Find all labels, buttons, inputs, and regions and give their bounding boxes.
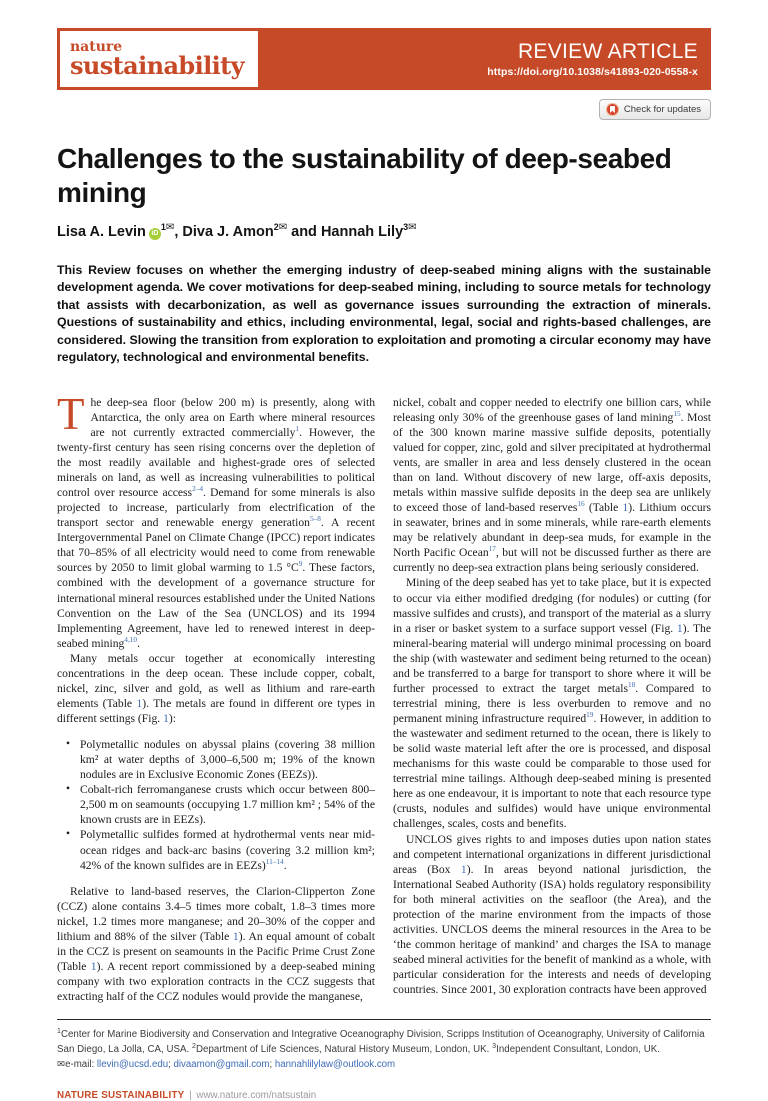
email-line: ✉e-mail: llevin@ucsd.edu; divaamon@gmail.com; hannahlilylaw@outlook.com [57, 1058, 396, 1070]
abstract-text: This Review focuses on whether the emerging industry of deep-seabed mining aligns with the sustainable development agenda. We cover motivations for deep-seabed mining, including to source metals for technology that assists with decarbonization, as well as governance issues surrounding the extraction of minerals. Questions of sustainability and ethics, including environmental, legal, social and rights-based challenges, are considered. Slowing the transition from exploration to exploitation and promoting a circular economy may have regulatory, technological and environmental benefits. [57, 263, 711, 365]
email-envelope-icon[interactable]: ✉ [408, 222, 417, 234]
author-name: Lisa A. Levin [57, 224, 146, 241]
author-name: Diva J. Amon [182, 224, 274, 241]
affiliation-number: 1 [57, 1028, 61, 1036]
footnote-divider [57, 1019, 711, 1020]
reference-superscript[interactable]: 16 [577, 499, 585, 509]
author-affiliation-superscript: 2 [273, 222, 279, 233]
bullet-item: • Cobalt-rich ferromanganese crusts which occur between 800–2,500 m on seamounts (occupying 1.7 million km² ; 54% of the known crusts are in EEZs). [65, 782, 375, 827]
inline-reference-link[interactable]: 1 [163, 712, 169, 726]
body-column-left [57, 388, 375, 1004]
email-label: ✉e-mail: [57, 1058, 97, 1070]
footer-journal-name: NATURE SUSTAINABILITY [57, 1089, 185, 1101]
inline-reference-link[interactable]: 1 [232, 929, 239, 943]
author-affiliation-superscript: 3 [403, 222, 409, 233]
inline-reference-link[interactable]: 1 [460, 862, 467, 876]
page-title: Challenges to the sustainability of deep-seabed mining [57, 143, 672, 208]
reference-superscript[interactable]: 18 [627, 680, 636, 690]
body-paragraph: Relative to land-based reserves, the Clarion-Clipperton Zone (CCZ) alone contains 3.4–5 times more cobalt, 1.8–3 times more nickel, 1.2 times more manganese; and 20–30% of the copper and lithium and 88% of the silver (Table 1). An equal amount of cobalt in the CCZ is present on seamounts in the Pacific Prime Crust Zone (Table 1). A recent report commissioned by a deep-seabed mining company with two exploration contracts in the CCZ suggests that extracting half of the CCZ nodules would provide the manganese, [57, 884, 375, 1004]
reference-superscript[interactable]: 17 [488, 544, 496, 554]
inline-reference-link[interactable]: 1 [90, 959, 97, 973]
inline-reference-link[interactable]: 1 [622, 501, 629, 515]
bullet-item: • Polymetallic sulfides formed at hydrothermal vents near mid-ocean ridges and back-arc basins (covering 3.2 million km²; 42% of the known sulfides are in EEZs)$^{11-14}$. [65, 827, 375, 872]
orcid-icon[interactable]: iD [149, 228, 161, 240]
inline-reference-link[interactable]: 1 [136, 696, 143, 710]
author-line: Lisa A. Levin $iD^{1✉}$, Diva J. Amon$^{2✉}$ and Hannah Lily$^{3✉}$ [57, 222, 417, 241]
body-column-right [393, 395, 711, 1004]
drop-cap: T [57, 388, 85, 439]
crossmark-flag-icon [610, 106, 615, 113]
check-for-updates-button[interactable] [599, 99, 711, 120]
doi-link[interactable]: https://doi.org/10.1038/s41893-020-0558-x [487, 66, 698, 79]
footer-separator: | [189, 1089, 192, 1101]
author-email-link[interactable]: llevin@ucsd.edu [96, 1058, 169, 1070]
body-paragraph: UNCLOS gives rights to and imposes duties upon nation states and competent international organizations in different jurisdictional areas (Box 1). In areas beyond national jurisdiction, the International Seabed Authority (ISA) holds regulatory responsibility for both mineral activities on the seafloor (the Area), and the protection of the marine environment from the impacts of those activities. UNCLOS deems the mineral resources in the Area to be ‘the common heritage of mankind’ and charges the ISA to manage seabed mineral activities for the benefit of mankind as a whole, with particular consideration for the interests and needs of developing countries. Since 2001, 30 exploration contracts have been approved [393, 832, 711, 997]
author-email-link[interactable]: hannahlilylaw@outlook.com [274, 1058, 396, 1070]
body-paragraph: Mining of the deep seabed has yet to take place, but it is expected to occur via either modified dredging (for nodules) or cutting (for massive sulfides and crusts), and transport of the material as a slurry in a riser or basket system to a surface support vessel (Fig. 1). The mineral-bearing material will undergo minimal processing on board the ship (with wastewater and sediment being returned to the ocean) and be transferred to a barge for transport to shore where it will be further processed to extract the target metals$^{18}$. Compared to terrestrial mining, there is less overburden to remove and no permanent mining infrastructure required$^{19}$. However, in addition to the wastewater and sediment returned to the ocean, there is likely to be solid waste material left after the ore is processed, and disposal mechanisms for this waste could be comparable to those used for terrestrial mine tailings. Although deep-seabed mining is presented here as one endeavour, it is important to note that each resource type (crusts, nodules and sulfides) would have unique environmental challenges, scales, costs and benefits. [393, 576, 712, 831]
header-right [261, 28, 711, 90]
reference-superscript[interactable]: 1 [295, 424, 300, 433]
reference-superscript[interactable]: 15 [673, 408, 681, 418]
body-columns [57, 388, 712, 1004]
affiliations-text: $^1$Center for Marine Biodiversity and Conservation and Integrative Oceanography Division, Scripps Institution of Oceanography, University of California San Diego, La Jolla, CA, USA. $^2$Department of Life Sciences, Natural History Museum, London, UK. $^3$Independent Consultant, London, UK. [57, 1028, 705, 1056]
affiliation-number: 3 [492, 1043, 497, 1051]
email-envelope-icon[interactable]: ✉ [165, 222, 175, 234]
journal-logo-sustainability: sustainability [70, 51, 244, 81]
journal-header-band [57, 28, 711, 90]
affiliation-number: 2 [192, 1043, 196, 1051]
body-paragraph: The deep-sea floor (below 200 m) is presently, along with Antarctica, the only area on Earth where mineral resources are not currently extracted commercially$^1$. However, the twenty-first century has seen rising concerns over the depletion of the most readily available and highest-grade ores of selected minerals on land, as well as increasing vulnerabilities to political control over resource access$^{2-4}$. Demand for some minerals is also projected to increase, particularly from electrification of the transport sector and renewable energy generation$^{5-8}$. A recent Intergovernmental Panel on Climate Change (IPCC) report indicates that 70–85% of all electricity would need to come from renewable sources by 2050 to limit global warming to 1.5 °C$^9$. These factors, combined with the development of a governance structure for international mineral resources established under the United Nations Convention on the Law of the Sea (UNCLOS) and its 1994 Implementing Agreement, have led to renewed interest in deep-seabed mining$^{4,10}$. [57, 388, 375, 650]
crossmark-icon [606, 103, 619, 116]
reference-superscript[interactable]: 5–8 [309, 514, 321, 524]
author-name: Hannah Lily [320, 224, 404, 241]
bullet-item: • Polymetallic nodules on abyssal plains (covering 38 million km² at water depths of 3,000–6,500 m; 19% of the known nodules are in Exclusive Economic Zones (EEZs)). [65, 737, 375, 782]
reference-superscript[interactable]: 4,10 [124, 634, 138, 644]
author-email-link[interactable]: divaamon@gmail.com [173, 1058, 270, 1070]
email-envelope-icon[interactable]: ✉ [278, 222, 288, 234]
badge-row [57, 99, 711, 120]
reference-superscript[interactable]: 9 [298, 559, 303, 569]
journal-logo [60, 31, 258, 87]
reference-superscript[interactable]: 11–14 [265, 856, 284, 866]
body-paragraph: nickel, cobalt and copper needed to electrify one billion cars, while releasing only 30% of the greenhouse gases of land mining$^{15}$. Most of the 300 known marine massive sulfide deposits, potentially valued for copper, zinc, gold and silver precipitated at hydrothermal vents, are smaller in area and less densely clustered in the ocean than on land. Without discovery of new large, off-axis deposits, metals within massive sulfide deposits in the deep sea are unlikely to exceed those of land-based reserves$^{16}$ (Table 1). Lithium occurs in seawater, brines and in some minerals, while rare-earth elements may be relatively abundant in deep-sea muds, for example in the North Pacific Ocean$^{17}$, but will not be discussed further as there are currently no deep-sea extraction plans being seriously considered. [393, 395, 711, 575]
bullet-list [57, 737, 375, 873]
reference-superscript[interactable]: 19 [586, 710, 594, 720]
footer-journal-url[interactable]: www.nature.com/natsustain [196, 1089, 317, 1101]
page-footer [57, 1090, 711, 1101]
article-type-label: REVIEW ARTICLE [517, 39, 698, 63]
check-for-updates-label: Check for updates [623, 104, 701, 115]
inline-reference-link[interactable]: 1 [676, 621, 683, 635]
body-paragraph: Many metals occur together at economically interesting concentrations in the deep ocean. These include copper, cobalt, nickel, zinc, silver and gold, as well as lithium and rare-earth elements (Table 1). The metals are found in different ore types in different settings (Fig. 1): [57, 651, 375, 726]
author-affiliation-superscript: 1 [160, 222, 166, 233]
reference-superscript[interactable]: 2–4 [192, 484, 204, 494]
journal-logo-nature: nature [70, 38, 123, 55]
